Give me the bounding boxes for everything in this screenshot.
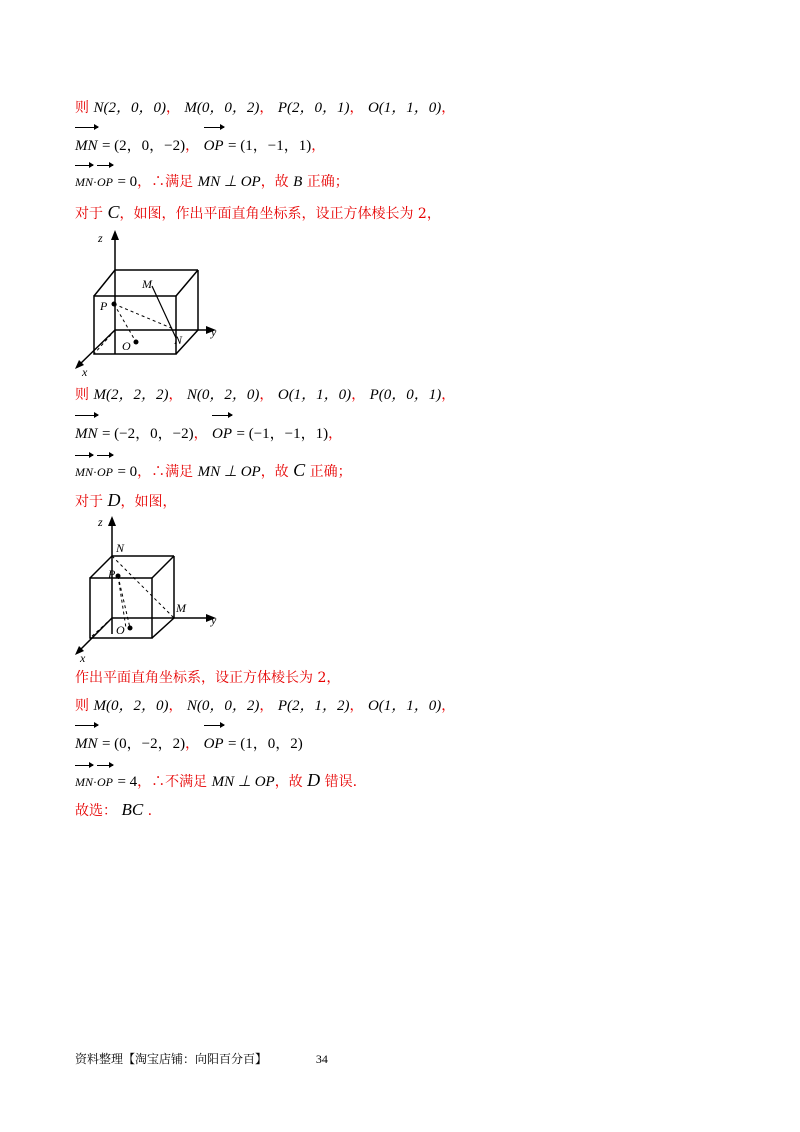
b-dot-line: MN· OP = 0，∴满足 MN ⊥ OP，故 B 正确； [75,172,349,192]
label-p: P [100,299,108,313]
y-label: y [211,325,217,339]
option-label: D [107,490,121,510]
point-m: M(0，2，0) [93,698,169,714]
x-axis [78,330,115,366]
point-p: P(2，1，2) [277,698,350,714]
label-p: P [108,567,116,581]
b-vectors-line: MN = (2，0，−2)， OP = (1，−1，1)， [75,136,325,156]
point-o-marker [134,340,139,345]
answer-value: BC [121,800,144,819]
z-label: z [98,515,103,529]
point-m: M(0，0，2) [184,100,260,116]
point-o-marker [128,626,133,631]
x-label: x [80,651,86,662]
page-footer [75,1050,328,1067]
perp-relation: MN ⊥ OP [197,464,261,480]
point-n: N(0，0，2) [186,698,260,714]
z-label: z [98,231,103,245]
label-n: N [116,541,125,555]
point-p: P(0，0，1) [369,387,442,403]
option-label: C [293,460,306,480]
d-dot-line: MN· OP = 4，∴不满足 MN ⊥ OP，故 D 错误. [75,770,357,792]
c-coords-line: 则 M(2，2，2)， N(0，2，0)， O(1，1，0)， P(0，0，1)， [75,387,456,403]
vector-op: OP [204,734,224,754]
point-o: O(1，1，0) [367,698,442,714]
vector-mn-small: MN [75,172,93,192]
vector-mn-value: = (0，−2，2) [101,736,186,752]
vector-op-value: = (1，−1，1) [228,138,312,154]
vector-mn: MN [75,424,98,444]
vector-mn: MN [75,734,98,754]
vector-op-small: OP [97,772,113,792]
d-coords-line: 则 M(0，2，0)， N(0，0，2)， P(2，1，2)， O(1，1，0)， [75,698,456,714]
answer-line: 故选： BC . [75,800,153,819]
dot-product-value: = 0 [117,174,138,190]
point-o: O(1，1，0) [277,387,352,403]
point-p-marker [116,574,121,579]
vector-op: OP [212,424,232,444]
option-label: D [307,770,321,790]
cube-figure-c [70,226,230,378]
dot-product-value: = 0 [117,464,138,480]
vector-op-small: OP [97,172,113,192]
label-o: O [116,623,125,637]
point-p: P(2，0，1) [277,100,350,116]
point-p-marker [112,302,117,307]
vector-mn-small: MN [75,772,93,792]
point-n: N(0，2，0) [186,387,260,403]
vector-op: OP [204,136,224,156]
c-vectors-line: MN = (−2，0，−2)， OP = (−1，−1，1)， [75,424,342,444]
x-label: x [82,365,88,378]
point-o: O(1，1，0) [367,100,442,116]
c-dot-line: MN· OP = 0，∴满足 MN ⊥ OP，故 C 正确； [75,460,352,482]
point-m: M(2，2，2) [93,387,169,403]
vector-mn-value: = (−2，0，−2) [101,426,194,442]
label-n: N [174,333,183,347]
vector-op-small: OP [97,462,113,482]
b-coords-line: 则 N(2，0，0)， M(0，0，2)， P(2，0，1)， O(1，1，0)， [75,100,456,116]
prefix-text: 则 [75,100,89,116]
label-o: O [122,339,131,353]
perp-relation: MN ⊥ OP [211,774,275,790]
cube-figure-d [70,512,230,662]
label-m: M [142,277,152,291]
d-setup-line: 作出平面直角坐标系，设正方体棱长为 2， [75,670,341,686]
vector-mn-small: MN [75,462,93,482]
vector-mn: MN [75,136,98,156]
c-intro-line: 对于 C，如图，作出平面直角坐标系，设正方体棱长为 2， [75,202,441,222]
vector-op-value: = (−1，−1，1) [236,426,329,442]
option-label: B [293,174,303,190]
vector-mn-value: = (2，0，−2) [101,138,186,154]
footer-source: 资料整理【淘宝店铺：向阳百分百】 [75,1052,268,1066]
dot-product-value: = 4 [117,774,138,790]
vector-op-value: = (1，0，2) [228,736,303,752]
d-intro-line: 对于 D，如图， [75,490,177,510]
page-number: 34 [315,1052,328,1066]
d-vectors-line: MN = (0，−2，2)， OP = (1，0，2) [75,734,303,754]
point-n: N(2，0，0) [93,100,166,116]
option-label: C [107,202,120,222]
y-label: y [211,613,217,627]
perp-relation: MN ⊥ OP [197,174,261,190]
label-m: M [176,601,186,615]
